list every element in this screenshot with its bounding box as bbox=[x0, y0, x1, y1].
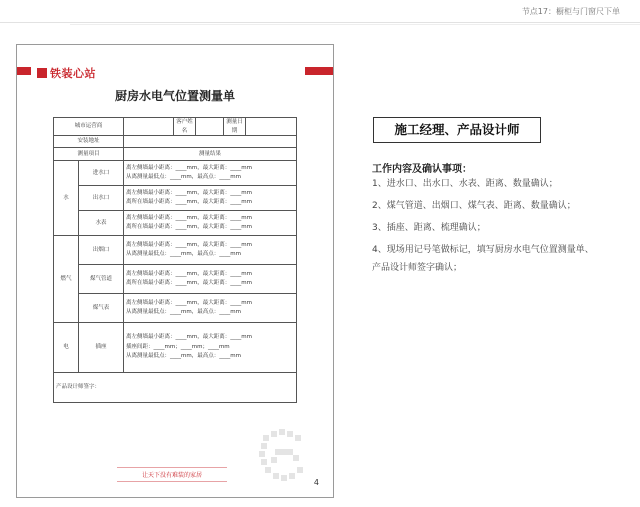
address-label: 安装地址 bbox=[54, 136, 124, 148]
group-electric: 电 bbox=[54, 323, 79, 373]
item-water-meter: 水表 bbox=[79, 211, 124, 236]
brand-watermark-icon bbox=[255, 427, 315, 485]
work-item: 3、插座、距离、梳理确认； bbox=[372, 223, 486, 233]
col-header-item: 测量项目 bbox=[54, 148, 124, 161]
result-water-meter[interactable] bbox=[124, 211, 297, 236]
work-item: 1、进水口、出水口、水表、距离、数量确认； bbox=[372, 179, 558, 189]
result-gas-meter[interactable] bbox=[124, 294, 297, 323]
red-accent-bar-left bbox=[17, 67, 31, 75]
role-title: 施工经理、产品设计师 bbox=[373, 117, 541, 143]
item-water-outlet: 出水口 bbox=[79, 186, 124, 211]
signature-label: 产品设计师签字： bbox=[56, 384, 101, 391]
result-line: 离所在墙最小距离：____mm，最大距离：____mm bbox=[126, 280, 252, 286]
measurement-table bbox=[53, 117, 297, 403]
col-header-result: 测量结果 bbox=[124, 148, 297, 161]
result-line: 离左侧墙最小距离：____mm，最大距离：____mm bbox=[126, 164, 252, 171]
result-line: 从离测量最低点：____mm，最高点：____mm bbox=[126, 251, 241, 257]
operator-field[interactable] bbox=[124, 118, 174, 136]
result-line: 插座间距：____mm；____mm；____mm bbox=[126, 343, 230, 350]
result-line: 离左侧墙最小距离：____mm，最大距离：____mm bbox=[126, 334, 252, 341]
result-line: 离所在墙最小距离：____mm，最大距离：____mm bbox=[126, 224, 252, 230]
slogan-line-bottom bbox=[117, 481, 227, 482]
page-number: 4 bbox=[313, 478, 319, 487]
result-line: 离左侧墙最小距离：____mm，最大距离：____mm bbox=[126, 270, 252, 277]
measurement-form-sheet bbox=[16, 44, 334, 498]
work-item-continued: 产品设计师签字确认； bbox=[372, 263, 463, 273]
result-line: 离左侧墙最小距离：____mm，最大距离：____mm bbox=[126, 299, 252, 306]
footer-slogan bbox=[117, 465, 227, 484]
result-socket[interactable] bbox=[124, 323, 297, 373]
group-gas: 燃气 bbox=[54, 236, 79, 323]
logo-mark-icon bbox=[37, 68, 47, 78]
node-label: 节点17：橱柜与门窗尺下单 bbox=[521, 7, 620, 16]
customer-name-field[interactable] bbox=[196, 118, 224, 136]
header-divider-secondary bbox=[70, 24, 640, 25]
item-water-inlet: 进水口 bbox=[79, 161, 124, 186]
work-items-list bbox=[372, 179, 624, 285]
customer-name-label: 客户姓名 bbox=[174, 118, 196, 136]
result-line: 从离测量最低点：____mm，最高点：____mm bbox=[126, 309, 241, 315]
result-water-outlet[interactable] bbox=[124, 186, 297, 211]
result-line: 离左侧墙最小距离：____mm，最大距离：____mm bbox=[126, 189, 252, 196]
header-divider bbox=[0, 22, 640, 23]
result-line: 离左侧墙最小距离：____mm，最大距离：____mm bbox=[126, 241, 252, 248]
address-field[interactable] bbox=[124, 136, 297, 148]
item-flue-outlet: 出烟口 bbox=[79, 236, 124, 265]
measure-date-label: 测量日期 bbox=[224, 118, 246, 136]
result-water-inlet[interactable] bbox=[124, 161, 297, 186]
designer-signature-field[interactable] bbox=[54, 373, 297, 403]
item-gas-meter: 煤气表 bbox=[79, 294, 124, 323]
work-item: 2、煤气管道、出烟口、煤气表、距离、数量确认； bbox=[372, 201, 576, 211]
item-gas-pipe: 煤气管道 bbox=[79, 265, 124, 294]
result-flue-outlet[interactable] bbox=[124, 236, 297, 265]
work-item: 4、现场用记号笔做标记，填写厨房水电气位置测量单、 bbox=[372, 245, 594, 255]
result-line: 离左侧墙最小距离：____mm，最大距离：____mm bbox=[126, 214, 252, 221]
result-line: 从离测量最低点：____mm，最高点：____mm bbox=[126, 174, 241, 180]
slogan-line-top bbox=[117, 467, 227, 468]
brand-logo bbox=[37, 65, 96, 81]
item-socket: 插座 bbox=[79, 323, 124, 373]
group-water: 水 bbox=[54, 161, 79, 236]
result-line: 从离测量最低点：____mm，最高点：____mm bbox=[126, 353, 241, 360]
red-accent-bar bbox=[305, 67, 333, 75]
operator-label: 城市运营商 bbox=[54, 118, 124, 136]
measure-date-field[interactable] bbox=[246, 118, 297, 136]
logo-text: 铁装心站 bbox=[50, 67, 96, 80]
work-content-title: 工作内容及确认事项： bbox=[372, 164, 472, 175]
result-gas-pipe[interactable] bbox=[124, 265, 297, 294]
slogan-text: 让天下没有难装的家居 bbox=[141, 472, 202, 479]
result-line: 离所在墙最小距离：____mm，最大距离：____mm bbox=[126, 199, 252, 205]
form-title: 厨房水电气位置测量单 bbox=[114, 89, 235, 103]
